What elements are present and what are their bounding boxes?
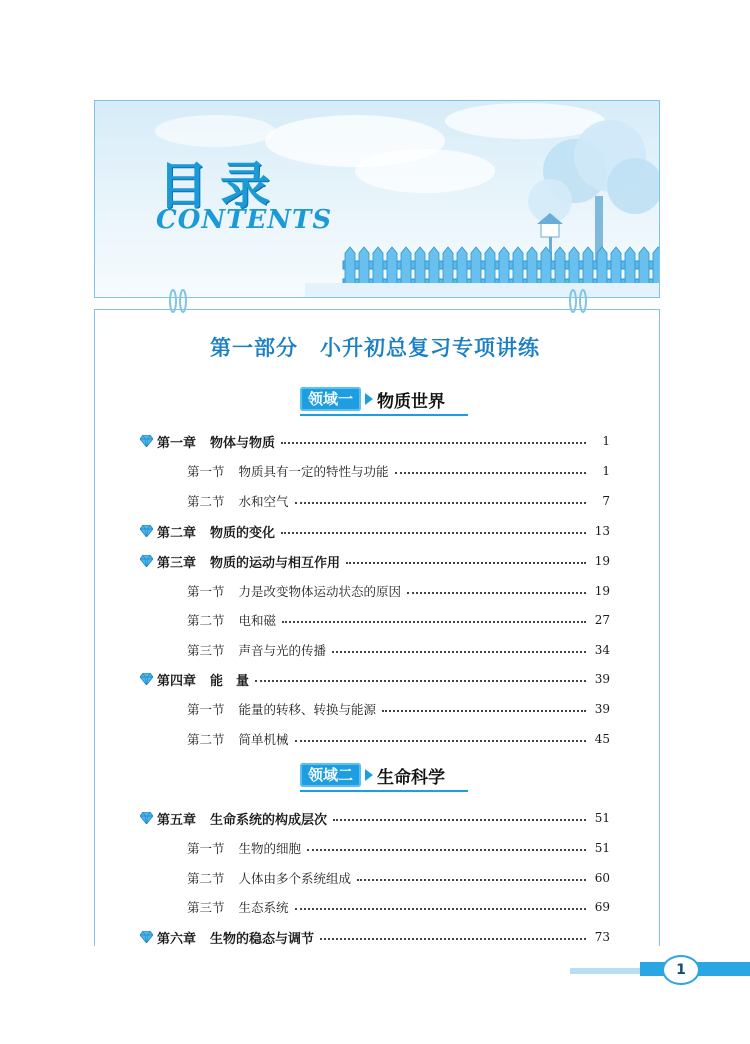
- toc-entry-title: 简单机械: [238, 732, 289, 747]
- toc-chapter-row[interactable]: [140, 927, 610, 947]
- toc-entry-title: 生物的细胞: [238, 841, 302, 856]
- toc-entry-label: [157, 552, 340, 571]
- diamond-gem-icon: [140, 525, 153, 537]
- triangle-right-icon: [365, 769, 373, 781]
- toc-entry-number: 第二节: [187, 494, 225, 509]
- toc-entry-label: [187, 839, 301, 857]
- toc-entry-title: 物体与物质: [210, 435, 276, 451]
- toc-entry-label: [187, 492, 289, 510]
- toc-entry-number: 第三章: [157, 555, 197, 571]
- domain-name: 生命科学: [377, 767, 446, 788]
- toc-entry-number: 第一节: [187, 584, 225, 599]
- dot-leader: [281, 532, 586, 534]
- toc-entry-title: 物质具有一定的特性与功能: [238, 464, 389, 479]
- toc-entry-number: 第三节: [187, 643, 225, 658]
- toc-entry-title: 声音与光的传播: [238, 643, 327, 658]
- diamond-gem-icon: [140, 673, 153, 685]
- dot-leader: [295, 740, 586, 742]
- toc-entry-label: [187, 700, 376, 718]
- toc-chapter-row[interactable]: [140, 431, 610, 451]
- toc-entry-number: 第一章: [157, 435, 197, 451]
- toc-section-row[interactable]: [140, 581, 610, 601]
- dot-leader: [407, 592, 586, 594]
- toc-entry-number: 第二节: [187, 613, 225, 628]
- toc-chapter-row[interactable]: [140, 551, 610, 571]
- toc-entry-number: 第六章: [157, 931, 197, 947]
- diamond-gem-icon: [140, 931, 153, 943]
- toc-entry-page: 19: [594, 584, 610, 598]
- dot-leader: [295, 502, 586, 504]
- toc-entry-page: 45: [594, 732, 610, 746]
- triangle-right-icon: [365, 393, 373, 405]
- toc-entry-label: [157, 809, 327, 828]
- toc-chapter-row[interactable]: [140, 808, 610, 828]
- toc-entry-label: [187, 730, 289, 748]
- toc-entry-title: 能量的转移、转换与能源: [238, 702, 377, 717]
- toc-entry-number: 第四章: [157, 673, 197, 689]
- toc-entry-label: [157, 432, 275, 451]
- toc-entry-label: [157, 522, 275, 541]
- dot-leader: [295, 908, 586, 910]
- dot-leader: [346, 562, 586, 564]
- domain-name: 物质世界: [377, 391, 446, 412]
- toc-entry-number: 第三节: [187, 900, 225, 915]
- toc-entry-page: 1: [602, 464, 610, 478]
- toc-entry-page: 1: [602, 434, 610, 448]
- toc-entry-number: 第一节: [187, 702, 225, 717]
- double-chevron-left-icon: «: [640, 963, 648, 976]
- toc-entry-label: [187, 898, 289, 916]
- toc-entry-page: 27: [594, 613, 610, 627]
- dot-leader: [307, 849, 586, 851]
- toc-entry-number: 第二章: [157, 525, 197, 541]
- domain-underline: [300, 790, 468, 792]
- toc-entry-page: 34: [594, 643, 610, 657]
- toc-section-row[interactable]: [140, 461, 610, 481]
- dot-leader: [357, 879, 586, 881]
- domain-tag: 领域二: [300, 763, 361, 787]
- toc-entry-title: 人体由多个系统组成: [238, 871, 352, 886]
- toc-chapter-row[interactable]: [140, 521, 610, 541]
- toc-section-row[interactable]: [140, 610, 610, 630]
- toc-entry-title: 能 量: [210, 673, 250, 689]
- domain-tag: 领域一: [300, 387, 361, 411]
- toc-entry-title: 力是改变物体运动状态的原因: [238, 584, 402, 599]
- toc-entry-label: [187, 641, 326, 659]
- toc-entry-title: 生物的稳态与调节: [210, 931, 315, 947]
- toc-entry-page: 69: [594, 900, 610, 914]
- toc-section-row[interactable]: [140, 640, 610, 660]
- part-title: 第一部分 小升初总复习专项讲练: [210, 335, 540, 360]
- toc-entry-number: 第二节: [187, 732, 225, 747]
- dot-leader: [282, 621, 586, 623]
- toc-entry-page: 51: [594, 841, 610, 855]
- dot-leader: [395, 472, 586, 474]
- toc-entry-label: [157, 928, 314, 947]
- dot-leader: [382, 710, 586, 712]
- toc-section-row[interactable]: [140, 491, 610, 511]
- dot-leader: [281, 442, 586, 444]
- toc-section-row[interactable]: [140, 868, 610, 888]
- diamond-gem-icon: [140, 435, 153, 447]
- toc-entry-label: [187, 869, 351, 887]
- toc-entry-number: 第一节: [187, 464, 225, 479]
- domain-underline: [300, 414, 468, 416]
- toc-entry-number: 第二节: [187, 871, 225, 886]
- toc-entry-page: 7: [602, 494, 610, 508]
- toc-entry-page: 39: [594, 702, 610, 716]
- toc-entry-label: [157, 670, 249, 689]
- toc-entry-label: [187, 611, 276, 629]
- diamond-gem-icon: [140, 812, 153, 824]
- page-number: 1: [662, 955, 700, 985]
- toc-entry-label: [187, 462, 389, 480]
- toc-entry-title: 生命系统的构成层次: [210, 812, 328, 828]
- diamond-gem-icon: [140, 555, 153, 567]
- toc-entry-page: 73: [594, 930, 610, 944]
- toc-entry-title: 生态系统: [238, 900, 289, 915]
- toc-entry-number: 第五章: [157, 812, 197, 828]
- toc-entry-number: 第一节: [187, 841, 225, 856]
- toc-entry-label: [187, 582, 401, 600]
- dot-leader: [332, 651, 586, 653]
- toc-entry-page: 51: [594, 811, 610, 825]
- toc-entry-page: 19: [594, 554, 610, 568]
- contents-title-chinese: 目录: [158, 157, 282, 215]
- toc-entry-title: 物质的变化: [210, 525, 276, 541]
- toc-entry-title: 物质的运动与相互作用: [210, 555, 341, 571]
- toc-entry-page: 60: [594, 871, 610, 885]
- toc-section-row[interactable]: [140, 699, 610, 719]
- toc-section-row[interactable]: [140, 729, 610, 749]
- toc-section-row[interactable]: [140, 838, 610, 858]
- toc-entry-page: 39: [594, 672, 610, 686]
- dot-leader: [333, 819, 586, 821]
- toc-entry-page: 13: [594, 524, 610, 538]
- domain-heading: [300, 386, 445, 412]
- toc-chapter-row[interactable]: [140, 669, 610, 689]
- contents-title-english: CONTENTS: [156, 205, 333, 235]
- toc-entry-title: 电和磁: [238, 613, 277, 628]
- domain-heading: [300, 762, 445, 788]
- dot-leader: [255, 680, 586, 682]
- dot-leader: [320, 938, 586, 940]
- toc-entry-title: 水和空气: [238, 494, 289, 509]
- toc-section-row[interactable]: [140, 897, 610, 917]
